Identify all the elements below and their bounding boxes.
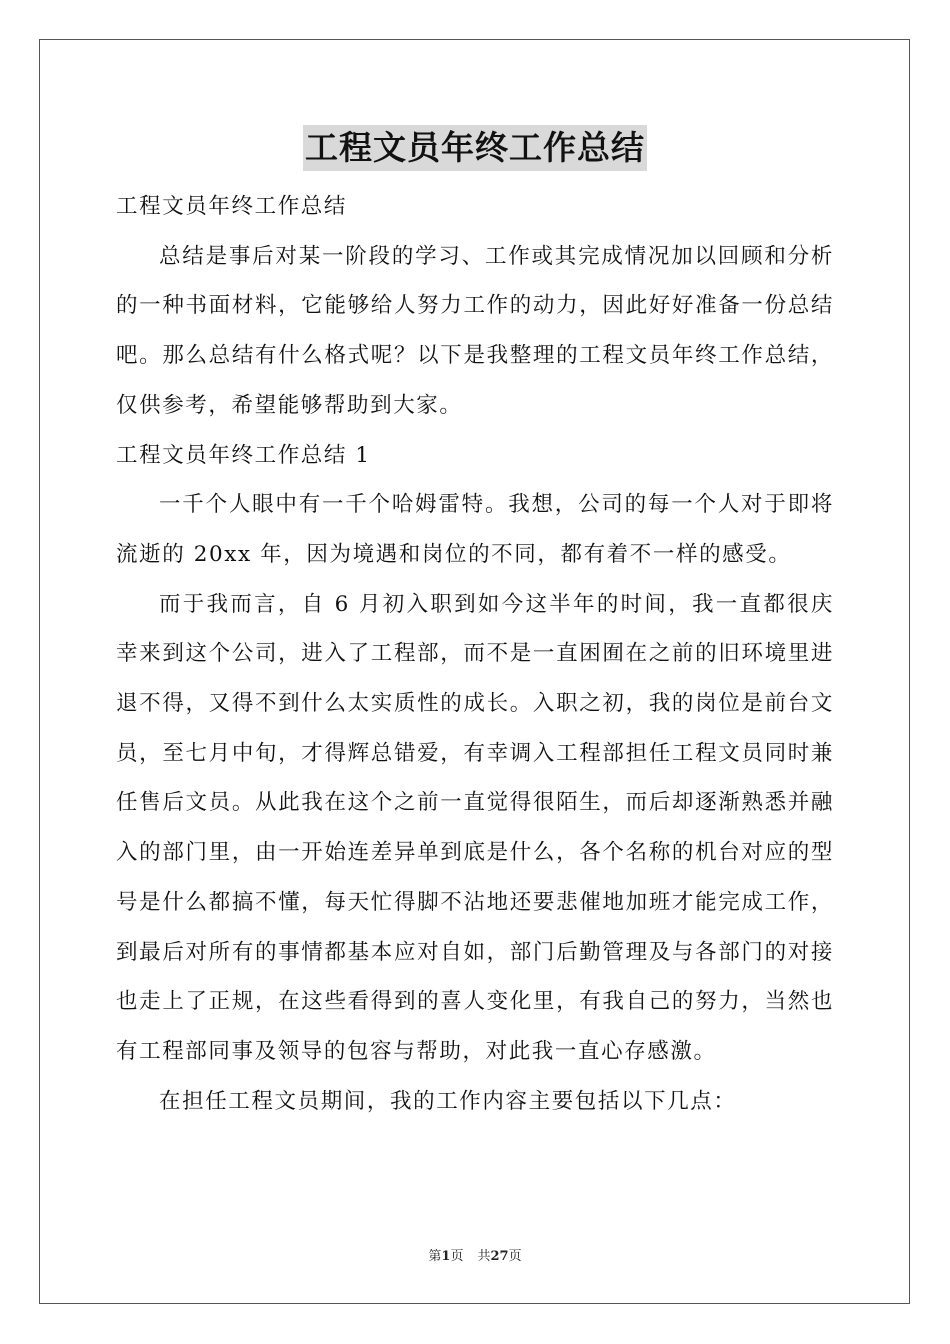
body-paragraph: 总结是事后对某一阶段的学习、工作或其完成情况加以回顾和分析的一种书面材料，它能够给人努力工作的动力，因此好好准备一份总结吧。那么总结有什么格式呢？以下是我整理的工程文员年终工作总结，仅供参考，希望能够帮助到大家。 xyxy=(116,243,834,418)
body-paragraph: 工程文员年终工作总结 1 xyxy=(116,442,371,468)
body-paragraph: 而于我而言，自 6 月初入职到如今这半年的时间，我一直都很庆幸来到这个公司，进入了工程部，而不是一直困囿在之前的旧环境里进退不得，又得不到什么太实质性的成长。入职之初，我的岗位是前台文员，至七月中旬，才得辉总错爱，有幸调入工程部担任工程文员同时兼任售后文员。从此我在这个之前一直觉得很陌生，而后却逐渐熟悉并融入的部门里，由一开始连差异单到底是什么，各个名称的机台对应的型号是什么都搞不懂，每天忙得脚不沾地还要悲催地加班才能完成工作，到最后对所有的事情都基本应对自如，部门后勤管理及与各部门的对接也走上了正规，在这些看得到的喜人变化里，有我自己的努力，当然也有工程部同事及领导的包容与帮助，对此我一直心存感激。 xyxy=(116,591,834,1064)
page-footer xyxy=(0,1247,950,1267)
document-body xyxy=(116,182,834,1126)
footer-prefix: 第 xyxy=(428,1249,442,1264)
footer-total-prefix: 共 xyxy=(477,1249,491,1264)
document-title: 工程文员年终工作总结 xyxy=(303,125,647,171)
total-page-count: 27 xyxy=(490,1249,509,1264)
body-paragraph: 在担任工程文员期间，我的工作内容主要包括以下几点： xyxy=(159,1088,737,1114)
current-page-number: 1 xyxy=(441,1249,451,1264)
title-area xyxy=(0,125,950,171)
footer-page-suffix: 页 xyxy=(450,1249,464,1264)
footer-total-suffix: 页 xyxy=(508,1249,522,1264)
body-paragraph: 工程文员年终工作总结 xyxy=(116,194,348,219)
body-paragraph: 一千个人眼中有一千个哈姆雷特。我想，公司的每一个人对于即将流逝的 20xx 年，因为境遇和岗位的不同，都有着不一样的感受。 xyxy=(116,492,834,567)
